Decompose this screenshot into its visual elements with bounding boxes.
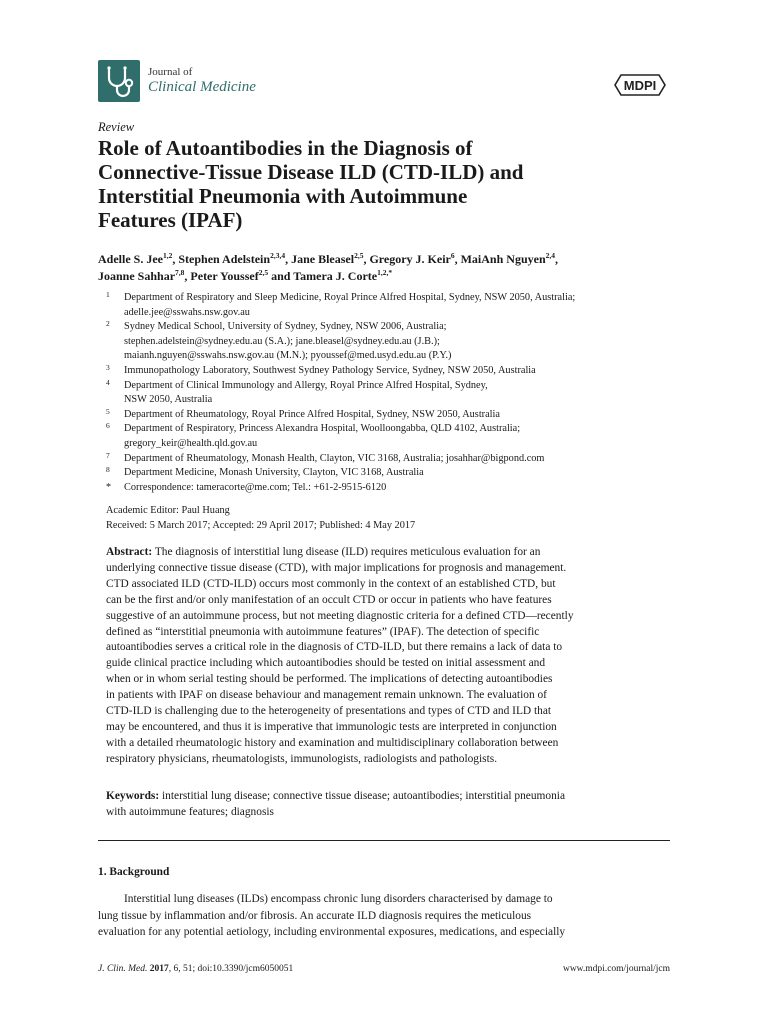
affiliation-number: 1 bbox=[106, 290, 110, 299]
author-name: Joanne Sahhar bbox=[98, 269, 176, 283]
author-name: Peter Youssef bbox=[190, 269, 259, 283]
keywords-line: with autoimmune features; diagnosis bbox=[106, 805, 274, 818]
abstract-line: can be the first and/or only manifestation of an occult CTD or occur in patients who have features bbox=[106, 593, 552, 606]
affiliation-text: Immunopathology Laboratory, Southwest Sydney Pathology Service, Sydney, NSW 2050, Australia bbox=[124, 364, 536, 376]
abstract-line: defined as “interstitial pneumonia with autoimmune features” (IPAF). The detection of specific bbox=[106, 625, 540, 638]
title-line: Interstitial Pneumonia with Autoimmune bbox=[98, 184, 468, 208]
affiliation-item bbox=[98, 422, 678, 451]
abstract-line bbox=[106, 545, 670, 561]
abstract-line: autoantibodies serves a critical role in the diagnosis of CTD-ILD, but there remains a lack of data to bbox=[106, 641, 563, 654]
author-separator: , bbox=[184, 269, 191, 283]
correspondence-text: Correspondence: tameracorte@me.com; Tel.: +61-2-9515-6120 bbox=[124, 481, 387, 493]
author-affiliation-ref: 2,4 bbox=[545, 251, 555, 260]
academic-editor: Academic Editor: Paul Huang bbox=[106, 505, 230, 516]
title-line: Role of Autoantibodies in the Diagnosis of bbox=[98, 136, 473, 160]
affiliation-text: Department of Respiratory, Princess Alexandra Hospital, Woolloongabba, QLD 4102, Australia; bbox=[124, 423, 521, 435]
author-affiliation-ref: 6 bbox=[450, 251, 455, 260]
author-name: Stephen Adelstein bbox=[178, 252, 271, 266]
author-name: Gregory J. Keir bbox=[369, 252, 451, 266]
keywords bbox=[106, 789, 670, 821]
affiliation-text: Department of Rheumatology, Monash Health, Clayton, VIC 3168, Australia; josahhar@bigpond.com bbox=[124, 452, 545, 464]
affiliation-item bbox=[98, 452, 678, 467]
affiliation-number: 5 bbox=[106, 406, 110, 416]
author-line bbox=[98, 251, 678, 268]
section-body bbox=[98, 891, 670, 941]
affiliation-item bbox=[98, 408, 678, 423]
abstract-line: in patients with IPAF on disease behaviour and management remain unknown. The evaluation of bbox=[106, 689, 547, 702]
author-separator: and bbox=[268, 269, 294, 283]
affiliation-number: 4 bbox=[106, 377, 110, 387]
abstract-line: CTD-ILD is challenging due to the heterogeneity of presentations and types of CTD and ILD that bbox=[106, 705, 552, 718]
abstract-line: may be encountered, and thus it is imperative that immunologic tests are interpreted in conjunction bbox=[106, 720, 557, 733]
abstract-line: guide clinical practice including which autoantibodies should be tested on initial assessment and bbox=[106, 657, 546, 670]
abstract-line: respiratory physicians, rheumatologists, immunologists, radiologists and pathologists. bbox=[106, 752, 498, 765]
section-heading: 1. Background bbox=[98, 866, 170, 878]
footer-year: 2017 bbox=[149, 964, 169, 974]
abstract-line: underlying connective tissue disease (CTD), with major implications for prognosis and management. bbox=[106, 561, 567, 574]
affiliation-text: Department of Respiratory and Sleep Medicine, Royal Prince Alfred Hospital, Sydney, NSW 2050, Australia; bbox=[124, 292, 576, 303]
author-name: MaiAnh Nguyen bbox=[460, 252, 546, 266]
affiliation-item bbox=[98, 466, 678, 481]
correspondence-marker: * bbox=[106, 481, 111, 493]
affiliation-item bbox=[98, 364, 678, 379]
affiliation-list bbox=[98, 291, 678, 495]
author-line bbox=[98, 268, 678, 285]
author-affiliation-ref: 1,2 bbox=[163, 251, 173, 260]
author-separator: , bbox=[555, 252, 558, 266]
body-line: Interstitial lung diseases (ILDs) encompass chronic lung disorders characterised by damage to bbox=[124, 893, 553, 905]
body-line: lung tissue by inflammation and/or fibrosis. An accurate ILD diagnosis requires the meticulous bbox=[98, 909, 532, 922]
affiliation-number: 6 bbox=[106, 421, 110, 431]
keywords-label: Keywords: bbox=[106, 790, 160, 802]
author-list bbox=[98, 251, 678, 285]
journal-name: Clinical Medicine bbox=[148, 79, 256, 95]
author-name: Jane Bleasel bbox=[291, 252, 355, 266]
author-separator: , bbox=[454, 252, 461, 266]
author-affiliation-ref: 2,3,4 bbox=[270, 251, 286, 260]
affiliation-item bbox=[98, 379, 678, 408]
publisher-logo bbox=[612, 72, 668, 98]
author-affiliation-ref: 2,5 bbox=[258, 268, 269, 277]
footer-doi: , 6, 51; doi:10.3390/jcm6050051 bbox=[168, 964, 294, 974]
author-name: Adelle S. Jee bbox=[98, 252, 163, 266]
author-separator: , bbox=[363, 252, 370, 266]
editor-info bbox=[106, 504, 415, 533]
abstract-line: suggestive of an autoimmune process, but not meeting diagnostic criteria for a defined CTD—recently bbox=[106, 609, 574, 622]
article-title bbox=[98, 136, 678, 232]
author-affiliation-ref: 2,5 bbox=[354, 251, 364, 260]
affiliation-item bbox=[98, 320, 678, 364]
article-type: Review bbox=[98, 120, 135, 134]
author-separator: , bbox=[285, 252, 292, 266]
footer-url[interactable]: www.mdpi.com/journal/jcm bbox=[562, 964, 670, 974]
affiliation-number: 8 bbox=[106, 465, 110, 475]
correspondence-item bbox=[98, 481, 678, 496]
affiliation-text: Sydney Medical School, University of Sydney, Sydney, NSW 2006, Australia; bbox=[124, 321, 447, 333]
title-line: Connective-Tissue Disease ILD (CTD-ILD) and bbox=[98, 160, 524, 184]
journal-of-label: Journal of bbox=[148, 66, 193, 78]
affiliation-text: Department of Clinical Immunology and Allergy, Royal Prince Alfred Hospital, Sydney, bbox=[124, 379, 488, 391]
stethoscope-icon bbox=[98, 60, 140, 102]
affiliation-text: Department Medicine, Monash University, Clayton, VIC 3168, Australia bbox=[124, 467, 424, 479]
abstract bbox=[106, 545, 670, 768]
affiliation-email[interactable]: maianh.nguyen@sswahs.nsw.gov.au (M.N.); pyoussef@med.usyd.edu.au (P.Y.) bbox=[124, 350, 452, 362]
journal-logo bbox=[98, 60, 140, 102]
author-separator: , bbox=[172, 252, 179, 266]
author-name: Tamera J. Corte bbox=[293, 269, 378, 283]
affiliation-email[interactable]: gregory_keir@health.qld.gov.au bbox=[124, 437, 258, 449]
abstract-line: with a detailed rheumatologic history and examination and multidisciplinary collaboration between bbox=[106, 736, 559, 749]
author-affiliation-ref: 1,2,* bbox=[377, 268, 393, 277]
affiliation-email[interactable]: stephen.adelstein@sydney.edu.au (S.A.); jane.bleasel@sydney.edu.au (J.B.); bbox=[124, 335, 440, 347]
affiliation-number: 3 bbox=[106, 362, 110, 372]
keywords-line bbox=[106, 789, 670, 805]
author-affiliation-ref: 7,8 bbox=[175, 268, 185, 277]
publisher-name: MDPI bbox=[623, 78, 657, 93]
footer-journal-abbr: J. Clin. Med. bbox=[98, 964, 148, 974]
abstract-label: Abstract: bbox=[106, 546, 153, 558]
abstract-line: CTD associated ILD (CTD-ILD) occurs most commonly in the context of an established CTD, but bbox=[106, 577, 556, 590]
body-line: evaluation for any potential aetiology, including environmental exposures, medications, and especially bbox=[98, 926, 566, 938]
title-line: Features (IPAF) bbox=[98, 208, 243, 232]
affiliation-text: NSW 2050, Australia bbox=[124, 394, 213, 406]
keywords-text: interstitial lung disease; connective tissue disease; autoantibodies; interstitial pneumonia bbox=[159, 790, 566, 802]
affiliation-text: Department of Rheumatology, Royal Prince Alfred Hospital, Sydney, NSW 2050, Australia bbox=[124, 408, 500, 420]
footer-citation bbox=[98, 964, 293, 974]
section-divider bbox=[98, 840, 670, 841]
publication-dates: Received: 5 March 2017; Accepted: 29 April 2017; Published: 4 May 2017 bbox=[106, 519, 416, 531]
affiliation-email[interactable]: adelle.jee@sswahs.nsw.gov.au bbox=[124, 306, 250, 318]
abstract-line: when or in whom serial testing should be performed. The implications of detecting autoantibodies bbox=[106, 673, 553, 686]
affiliation-item bbox=[98, 291, 678, 320]
affiliation-number: 7 bbox=[106, 450, 110, 460]
affiliation-number: 2 bbox=[106, 319, 110, 329]
abstract-text: The diagnosis of interstitial lung disease (ILD) requires meticulous evaluation for an bbox=[152, 546, 541, 558]
